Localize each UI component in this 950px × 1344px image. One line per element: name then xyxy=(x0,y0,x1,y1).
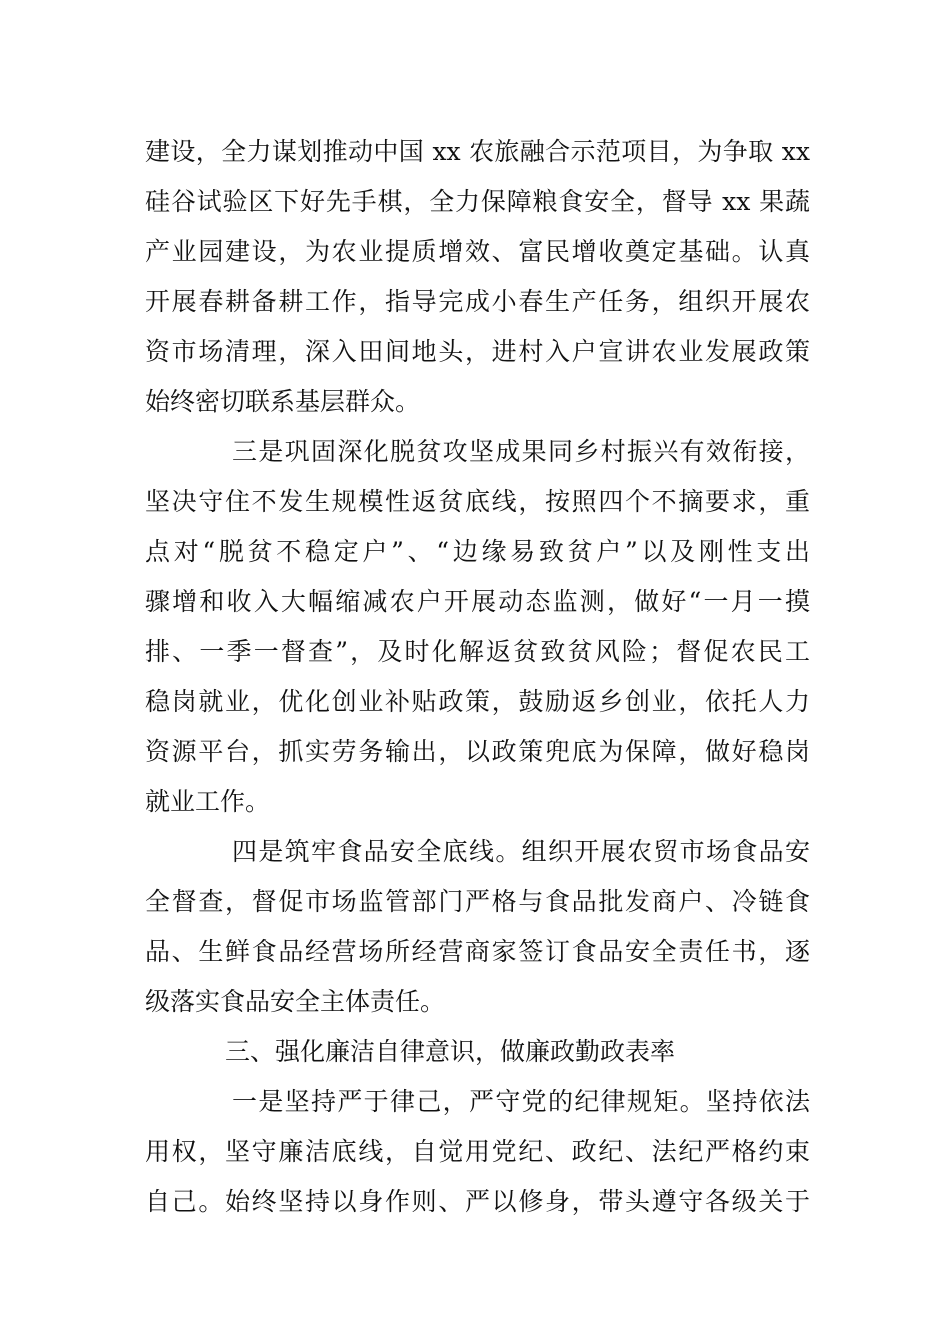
text-line: 资源平台，抓实劳务输出，以政策兜底为保障，做好稳岗 xyxy=(145,737,810,766)
text-line: 硅谷试验区下好先手棋，全力保障粮食安全，督导 xx 果蔬 xyxy=(145,187,810,216)
text-line: 产业园建设，为农业提质增效、富民增收奠定基础。认真 xyxy=(145,237,810,266)
text-line: 自己。始终坚持以身作则、严以修身，带头遵守各级关于 xyxy=(145,1187,810,1216)
paragraph-heading-line: 一是坚持严于律己，严守党的纪律规矩。坚持依法 xyxy=(232,1087,810,1116)
text-line: 始终密切联系基层群众。 xyxy=(145,387,421,416)
text-line: 建设，全力谋划推动中国 xx 农旅融合示范项目，为争取 xx xyxy=(145,137,810,166)
section-heading: 三、强化廉洁自律意识，做廉政勤政表率 xyxy=(225,1037,676,1066)
text-line: 用权，坚守廉洁底线，自觉用党纪、政纪、法纪严格约束 xyxy=(145,1137,810,1166)
paragraph-heading-line: 四是筑牢食品安全底线。组织开展农贸市场食品安 xyxy=(232,837,810,866)
text-line: 开展春耕备耕工作，指导完成小春生产任务，组织开展农 xyxy=(145,287,810,316)
text-line: 骤增和收入大幅缩减农户开展动态监测，做好“一月一摸 xyxy=(145,587,810,616)
text-line: 资市场清理，深入田间地头，进村入户宣讲农业发展政策 xyxy=(145,337,810,366)
text-line: 级落实食品安全主体责任。 xyxy=(145,987,446,1016)
text-line: 就业工作。 xyxy=(145,787,271,816)
text-line: 稳岗就业，优化创业补贴政策，鼓励返乡创业，依托人力 xyxy=(145,687,810,716)
text-line: 排、一季一督查”，及时化解返贫致贫风险；督促农民工 xyxy=(145,637,810,666)
text-line: 坚决守住不发生规模性返贫底线，按照四个不摘要求，重 xyxy=(145,487,810,516)
text-line: 全督查，督促市场监管部门严格与食品批发商户、冷链食 xyxy=(145,887,810,916)
text-line: 品、生鲜食品经营场所经营商家签订食品安全责任书，逐 xyxy=(145,937,810,966)
paragraph-heading-line: 三是巩固深化脱贫攻坚成果同乡村振兴有效衔接， xyxy=(232,437,810,466)
text-line: 点对“脱贫不稳定户”、“边缘易致贫户”以及刚性支出 xyxy=(145,537,810,566)
